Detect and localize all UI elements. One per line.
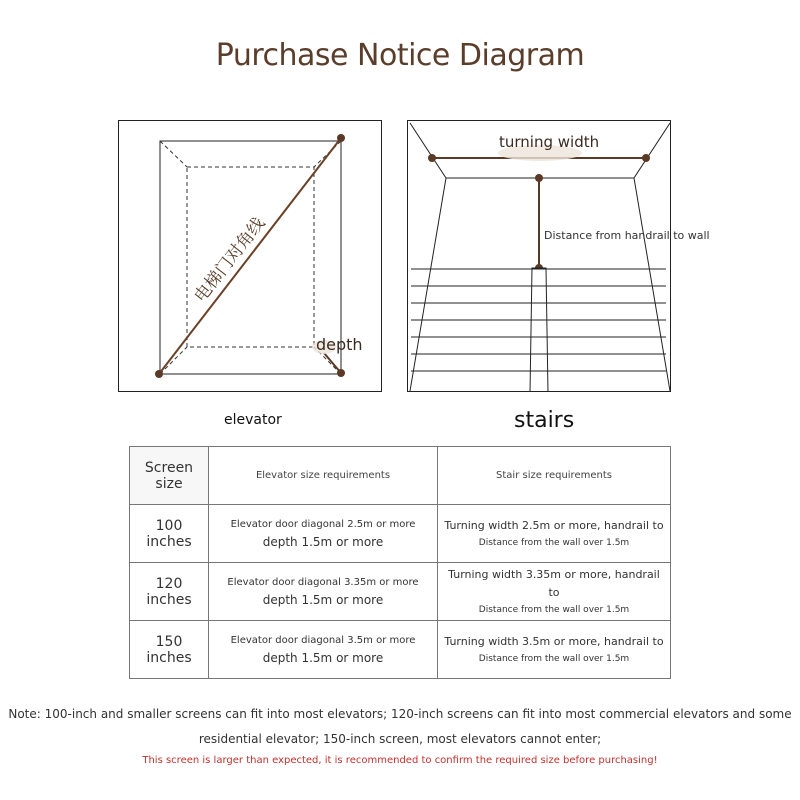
elevator-req-line1: Elevator door diagonal 2.5m or more [230,518,416,530]
note-line-2: residential elevator; 150-inch screen, most elevators cannot enter; [198,732,602,746]
stairs-diagram [407,120,710,392]
elevator-diagram [118,120,382,392]
row-stair-req [438,621,671,679]
stair-req-line2: Distance from the wall over 1.5m [478,604,630,615]
row-stair-req [438,563,671,621]
elevator-caption: elevator [224,412,282,428]
stair-req-line2: Distance from the wall over 1.5m [478,653,630,664]
table-row [130,621,671,679]
turning-left-dot [428,154,436,162]
page-title: Purchase Notice Diagram [215,38,585,73]
elevator-req-line1: Elevator door diagonal 3.5m or more [230,634,416,646]
stair-req-line1: Turning width 3.5m or more, handrail to [444,634,664,648]
elevator-req-line2: depth 1.5m or more [262,592,384,607]
row-elevator-req [209,621,438,679]
header-elevator: Elevator size requirements [209,447,438,505]
elevator-req-line1: Elevator door diagonal 3.35m or more [227,576,419,588]
turning-width-label: turning width [499,133,600,151]
stair-req-line1: Turning width 3.35m or more, handrail to [448,567,660,599]
stairs-caption: stairs [514,408,575,433]
turning-right-dot [642,154,650,162]
table-row [130,563,671,621]
note-line-1: Note: 100-inch and smaller screens can fit into most elevators; 120-inch screens can fit into most commercial elevators and some [8,707,792,721]
elevator-req-line2: depth 1.5m or more [262,534,384,549]
diagonal-label: 电梯门对角线 [190,213,270,307]
elevator-inner-frame [187,167,314,347]
stair-req-line2: Distance from the wall over 1.5m [478,537,630,548]
row-elevator-req [209,563,438,621]
header-stair: Stair size requirements [438,447,671,505]
diagonal-end-dot [337,134,345,142]
row-screen-size: 150 inches [130,621,209,679]
elevator-req-line2: depth 1.5m or more [262,650,384,665]
stairs-drawing [408,121,670,391]
diagonal-start-dot [155,370,163,378]
table-row [130,505,671,563]
table-header-row [130,447,671,505]
row-screen-size: 100 inches [130,505,209,563]
row-elevator-req [209,505,438,563]
depth-label: depth [316,335,363,354]
warning-text: This screen is larger than expected, it is recommended to confirm the required size before purchasing! [142,755,658,766]
header-screen-size: Screen size [130,447,209,505]
stair-req-line1: Turning width 2.5m or more, handrail to [444,518,664,532]
diagonal-line [159,138,341,374]
handrail-label: Distance from handrail to wall [544,229,710,242]
row-stair-req [438,505,671,563]
row-screen-size: 120 inches [130,563,209,621]
requirements-table [129,446,671,679]
depth-dot [337,369,345,377]
